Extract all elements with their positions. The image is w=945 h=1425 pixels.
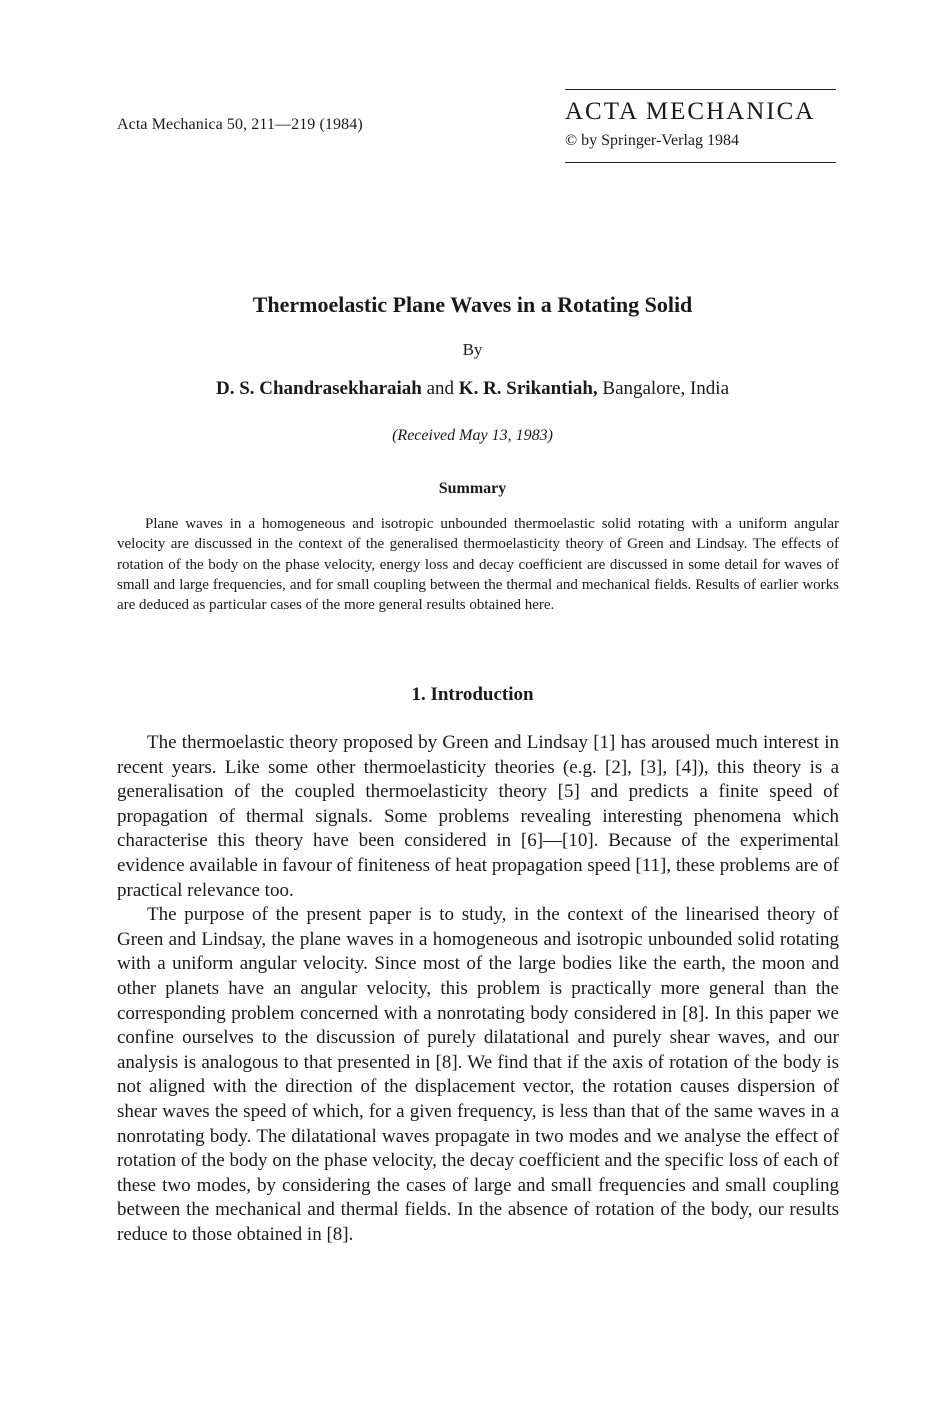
journal-masthead (565, 89, 836, 163)
author-name: D. S. Chandrasekharaiah (215, 378, 422, 399)
summary-heading: Summary (438, 480, 507, 497)
author-name: K. R. Srikantiah, (458, 378, 598, 399)
journal-citation: Acta Mechanica 50, 211—219 (1984) (117, 116, 363, 133)
body-paragraph: The thermoelastic theory proposed by Green and Lindsay [1] has aroused much interest in recent years. Like some other thermoelasticity theories (e.g. [2], [3], [4]), this theory is a generalisation of the coupled thermoelasticity theory [5] and predicts a finite speed of propagation of thermal signals. Some problems revealing interesting phenomena which characterise this theory have been considered in [6]—[10]. Because of the experimental evidence available in favour of finiteness of heat propagation speed [11], these problems are of practical relevance too. (117, 732, 839, 901)
author-location: Bangalore, India (597, 378, 730, 399)
introduction-body (117, 731, 839, 1247)
copyright-line: © by Springer-Verlag 1984 (565, 132, 740, 149)
author-conjunction: and (421, 378, 459, 399)
masthead-top-rule (565, 89, 836, 90)
byline-by: By (462, 340, 483, 359)
author-line (0, 378, 945, 400)
journal-name: ACTA MECHANICA (565, 98, 816, 125)
received-date: (Received May 13, 1983) (392, 427, 553, 444)
summary-text: Plane waves in a homogeneous and isotropic unbounded thermoelastic solid rotating with a uniform angular velocity are discussed in the context of the generalised thermoelasticity theory of Green and Lindsay. The effects of rotation of the body on the phase velocity, energy loss and decay coefficient are discussed in some detail for waves of small and large frequencies, and for small coupling between the thermal and mechanical fields. Results of earlier works are deduced as particular cases of the more general results obtained here. (117, 516, 839, 614)
section-heading: 1. Introduction (411, 684, 534, 705)
article-title: Thermoelastic Plane Waves in a Rotating Solid (252, 292, 693, 317)
body-paragraph: The purpose of the present paper is to study, in the context of the linearised theory of Green and Lindsay, the plane waves in a homogeneous and isotropic unbounded solid rotating with a uniform angular velocity. Since most of the large bodies like the earth, the moon and other planets have an angular velocity, this problem is practically more general than the corresponding problem concerned with a nonrotating body considered in [8]. In this paper we confine ourselves to the discussion of purely dilatational and purely shear waves, and our analysis is analogous to that presented in [8]. We find that if the axis of rotation of the body is not aligned with the direction of the displacement vector, the rotation causes dispersion of shear waves the speed of which, for a given frequency, is less than that of the same waves in a nonrotating body. The dilatational waves propagate in two modes and we analyse the effect of rotation of the body on the phase velocity, the decay coefficient and the specific loss of each of these two modes, by considering the cases of large and small frequencies and small coupling between the mechanical and thermal fields. In the absence of rotation of the body, our results reduce to those obtained in [8]. (117, 904, 839, 1245)
masthead-bottom-rule (565, 162, 836, 163)
